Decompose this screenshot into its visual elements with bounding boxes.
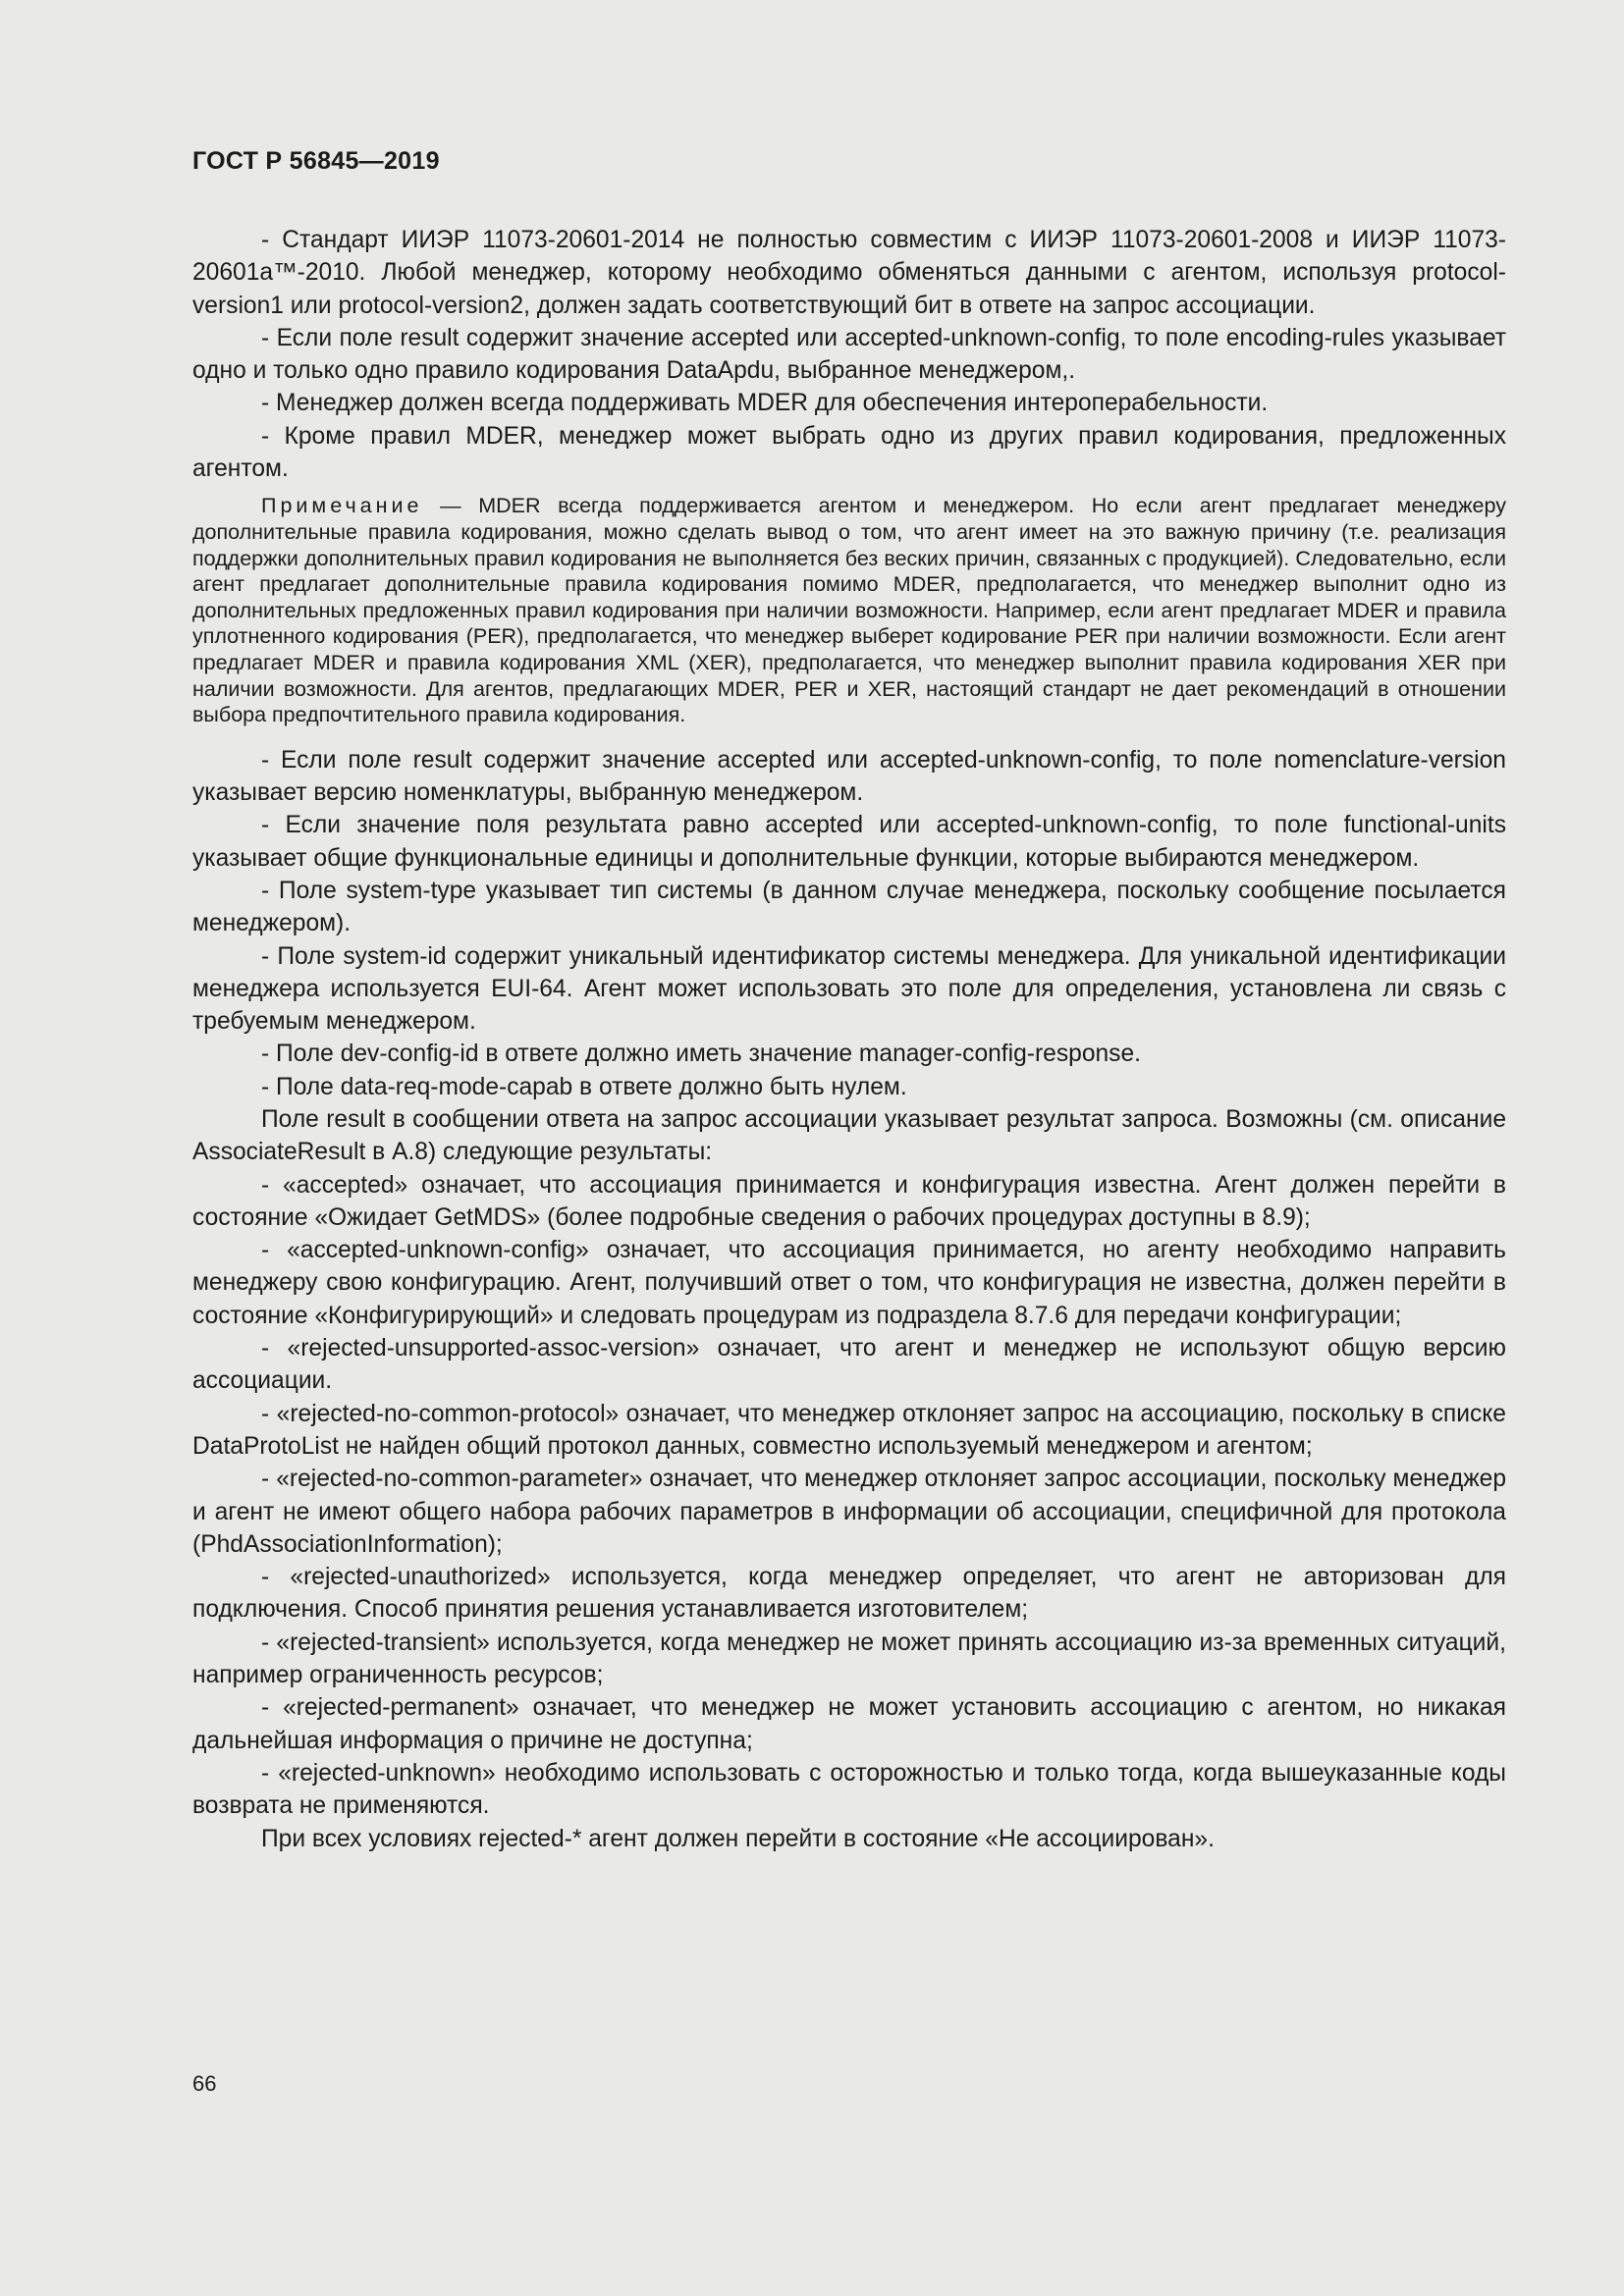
paragraph: - «rejected-no-common-parameter» означает, что менеджер отклоняет запрос ассоциации, поскольку менеджер и агент не имеют общего набора рабочих параметров в информации об ассоциации, специфичной для протокола (PhdAssociationInformation); (192, 1466, 1506, 1558)
paragraph: - «accepted» означает, что ассоциация принимается и конфигурация известна. Агент должен перейти в состояние «Ожидает GetMDS» (более подробные сведения о рабочих процедурах доступны в 8.9); (192, 1171, 1506, 1231)
paragraph: При всех условиях rejected-* агент должен перейти в состояние «Не ассоциирован». (261, 1825, 1215, 1852)
paragraph: - Поле system-id содержит уникальный идентификатор системы менеджера. Для уникальной идентификации менеджера используется EUI-64. Агент может использовать это поле для определения, установлена ли связь с требуемым менеджером. (192, 942, 1506, 1036)
paragraph: - «rejected-unauthorized» используется, когда менеджер определяет, что агент не авторизован для подключения. Способ принятия решения устанавливается изготовителем; (192, 1564, 1506, 1624)
page-body (192, 224, 1506, 1855)
paragraph: - Поле system-type указывает тип системы (в данном случае менеджера, поскольку сообщение посылается менеджером). (192, 877, 1506, 937)
paragraph: - Если значение поля результата равно accepted или accepted-unknown-config, то поле functional-units указывает общие функциональные единицы и дополнительные функции, которые выбираются менеджером. (192, 812, 1506, 872)
paragraph: - Поле data-req-mode-capab в ответе должно быть нулем. (261, 1073, 907, 1100)
paragraph: - Стандарт ИИЭР 11073-20601-2014 не полностью совместим с ИИЭР 11073-20601-2008 и ИИЭР 11073-20601a™-2010. Любой менеджер, которому необходимо обменяться данными с агентом, используя protocol-version1 или protocol-version2, должен задать соответствующий бит в ответе на запрос ассоциации. (192, 227, 1506, 319)
paragraph: - «rejected-unknown» необходимо использовать с осторожностью и только тогда, когда вышеуказанные коды возврата не применяются. (192, 1759, 1506, 1820)
paragraph: - «rejected-permanent» означает, что менеджер не может установить ассоциацию с агентом, но никакая дальнейшая информация о причине не доступна; (192, 1694, 1506, 1754)
paragraph: - «rejected-no-common-protocol» означает, что менеджер отклоняет запрос на ассоциацию, поскольку в списке DataProtoList не найден общий протокол данных, совместно используемый менеджером и агентом; (192, 1400, 1506, 1460)
document-header: ГОСТ Р 56845—2019 (192, 147, 440, 175)
paragraph: - Если поле result содержит значение accepted или accepted-unknown-config, то поле encoding-rules указывает одно и только одно правило кодирования DataApdu, выбранное менеджером,. (192, 324, 1506, 385)
paragraph: - Менеджер должен всегда поддерживать MDER для обеспечения интероперабельности. (261, 390, 1269, 417)
paragraph: Поле result в сообщении ответа на запрос ассоциации указывает результат запроса. Возможны (см. описание AssociateResult в А.8) следующие результаты: (192, 1105, 1506, 1166)
page-number: 66 (192, 2071, 217, 2096)
paragraph: - «accepted-unknown-config» означает, что ассоциация принимается, но агенту необходимо направить менеджеру свою конфигурацию. Агент, получивший ответ о том, что конфигурация не известна, должен перейти в состояние «Конфигурирующий» и следовать процедурам из подраздела 8.7.6 для передачи конфигурации; (192, 1237, 1506, 1329)
note-text: — MDER всегда поддерживается агентом и менеджером. Но если агент предлагает менеджеру дополнительные правила кодирования, можно сделать вывод о том, что агент имеет на это важную причину (т.е. реализация поддержки дополнительных правил кодирования не выполняется без веских причин, связанных с продукцией). Следовательно, если агент предлагает дополнительные правила кодирования помимо MDER, предполагается, что менеджер выполнит одно из дополнительных предложенных правил кодирования при наличии возможности. Например, если агент предлагает MDER и правила уплотненного кодирования (PER), предполагается, что менеджер выберет кодирование PER при наличии возможности. Если агент предлагает MDER и правила кодирования XML (XER), предполагается, что менеджер выполнит правила кодирования XER при наличии возможности. Для агентов, предлагающих MDER, PER и XER, настоящий стандарт не дает рекомендаций в отношении выбора предпочтительного правила кодирования. (192, 494, 1506, 727)
note-label: Примечание (261, 494, 423, 518)
paragraph: - Поле dev-config-id в ответе должно иметь значение manager-config-response. (261, 1041, 1141, 1068)
paragraph: - Кроме правил MDER, менеджер может выбрать одно из других правил кодирования, предложенных агентом. (192, 422, 1506, 483)
paragraph: - Если поле result содержит значение accepted или accepted-unknown-config, то поле nomenclature-version указывает версию номенклатуры, выбранную менеджером. (192, 746, 1506, 807)
note-block (192, 493, 1506, 727)
paragraph: - «rejected-transient» используется, когда менеджер не может принять ассоциацию из-за временных ситуаций, например ограниченность ресурсов; (192, 1629, 1506, 1689)
paragraph: - «rejected-unsupported-assoc-version» означает, что агент и менеджер не используют общую версию ассоциации. (192, 1335, 1506, 1395)
